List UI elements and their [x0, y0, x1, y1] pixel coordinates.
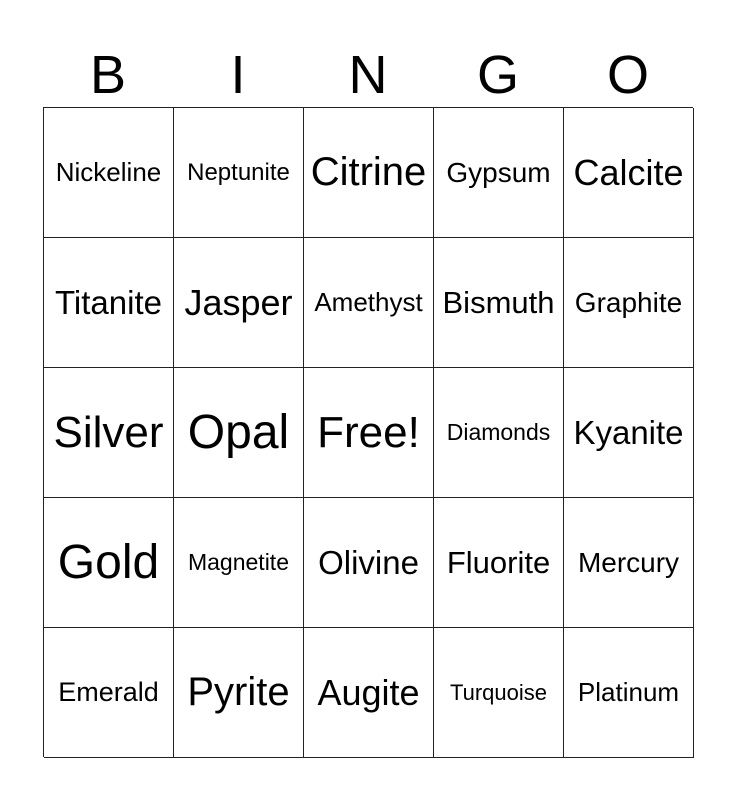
bingo-cell-r5-c3[interactable]: Augite: [304, 628, 434, 758]
header-letter-b: B: [89, 45, 127, 105]
bingo-cell-r4-c5[interactable]: Mercury: [564, 498, 694, 628]
bingo-cell-r5-c1[interactable]: Emerald: [44, 628, 174, 758]
bingo-cell-r4-c4[interactable]: Fluorite: [434, 498, 564, 628]
bingo-cell-r5-c5[interactable]: Platinum: [564, 628, 694, 758]
bingo-cell-r5-c2[interactable]: Pyrite: [174, 628, 304, 758]
header-letter-o: O: [606, 45, 649, 105]
bingo-cell-r1-c2[interactable]: Neptunite: [174, 108, 304, 238]
bingo-cell-r3-c3-free[interactable]: Free!: [304, 368, 434, 498]
header-letter-i: I: [230, 45, 246, 105]
bingo-cell-r4-c2[interactable]: Magnetite: [174, 498, 304, 628]
header-letter-g: G: [476, 45, 519, 105]
bingo-cell-r3-c4[interactable]: Diamonds: [434, 368, 564, 498]
bingo-cell-r1-c5[interactable]: Calcite: [564, 108, 694, 238]
bingo-cell-r2-c5[interactable]: Graphite: [564, 238, 694, 368]
bingo-cell-r3-c5[interactable]: Kyanite: [564, 368, 694, 498]
bingo-cell-r4-c3[interactable]: Olivine: [304, 498, 434, 628]
bingo-cell-r2-c1[interactable]: Titanite: [44, 238, 174, 368]
bingo-cell-r3-c2[interactable]: Opal: [174, 368, 304, 498]
bingo-cell-r2-c4[interactable]: Bismuth: [434, 238, 564, 368]
header-letter-n: N: [348, 45, 388, 105]
bingo-cell-r1-c1[interactable]: Nickeline: [44, 108, 174, 238]
bingo-cell-r2-c2[interactable]: Jasper: [174, 238, 304, 368]
bingo-cell-r4-c1[interactable]: Gold: [44, 498, 174, 628]
bingo-cell-r2-c3[interactable]: Amethyst: [304, 238, 434, 368]
bingo-cell-r1-c3[interactable]: Citrine: [304, 108, 434, 238]
bingo-card: [43, 107, 693, 757]
bingo-cell-r3-c1[interactable]: Silver: [44, 368, 174, 498]
bingo-cell-r5-c4[interactable]: Turquoise: [434, 628, 564, 758]
bingo-header: [43, 42, 693, 108]
bingo-cell-r1-c4[interactable]: Gypsum: [434, 108, 564, 238]
